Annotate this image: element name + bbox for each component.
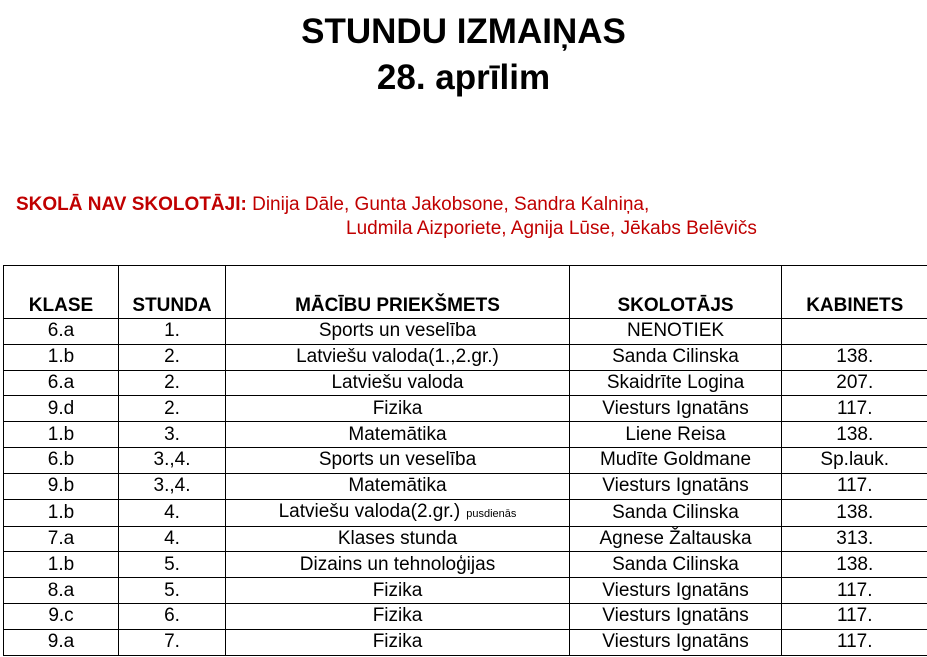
cell-skolotajs-text: Viesturs Ignatāns <box>602 631 749 653</box>
cell-stunda <box>119 447 226 473</box>
cell-klase <box>4 473 119 499</box>
cell-prieksmets-text: Latviešu valoda(1.,2.gr.) <box>296 346 499 368</box>
cell-prieksmets-text: Latviešu valoda(2.gr.) <box>278 500 461 522</box>
table-row <box>4 629 927 655</box>
cell-skolotajs-text: Skaidrīte Logina <box>606 371 745 393</box>
cell-stunda-text: 6. <box>164 605 180 627</box>
cell-prieksmets <box>226 552 570 578</box>
cell-kabinets <box>782 370 927 396</box>
cell-prieksmets-text: Matemātika <box>348 475 447 497</box>
cell-kabinets-text: 117. <box>836 397 873 419</box>
cell-stunda-text: 7. <box>164 631 180 653</box>
column-header-stunda: STUNDA <box>119 266 226 319</box>
cell-skolotajs <box>570 552 782 578</box>
cell-skolotajs-text: Mudīte Goldmane <box>599 449 752 471</box>
cell-klase <box>4 526 119 552</box>
table-row <box>4 447 927 473</box>
cell-prieksmets <box>226 578 570 604</box>
table-row <box>4 499 927 526</box>
absent-teachers <box>16 193 757 239</box>
absent-teachers-names-2: Ludmila Aizporiete, Agnija Lūse, Jēkabs Belēvičs <box>346 218 757 239</box>
cell-skolotajs-text: Sanda Cilinska <box>612 501 739 523</box>
cell-skolotajs-text: Viesturs Ignatāns <box>602 605 749 627</box>
cell-prieksmets-text: Sports un veselība <box>318 320 477 342</box>
cell-prieksmets-text: Dizains un tehnoloģijas <box>299 553 496 575</box>
cell-stunda <box>119 370 226 396</box>
table-row <box>4 578 927 604</box>
cell-skolotajs <box>570 629 782 655</box>
cell-prieksmets <box>226 344 570 370</box>
cell-klase <box>4 629 119 655</box>
cell-kabinets-text: 138. <box>836 501 874 523</box>
cell-kabinets <box>782 344 927 370</box>
cell-stunda-text: 5. <box>164 553 180 575</box>
cell-prieksmets <box>226 473 570 499</box>
cell-stunda <box>119 629 226 655</box>
cell-klase-text: 9.b <box>47 475 75 497</box>
cell-klase-text: 9.a <box>47 631 75 653</box>
cell-klase-text: 9.d <box>47 397 75 419</box>
page-title: STUNDU IZMAIŅAS <box>301 12 626 51</box>
cell-stunda-text: 4. <box>164 527 180 549</box>
cell-prieksmets <box>226 319 570 345</box>
cell-skolotajs <box>570 473 782 499</box>
cell-prieksmets <box>226 396 570 422</box>
cell-skolotajs <box>570 344 782 370</box>
cell-stunda-text: 3. <box>164 423 180 445</box>
absent-teachers-names-1: Dinija Dāle, Gunta Jakobsone, Sandra Kalniņa, <box>252 194 650 215</box>
cell-stunda-text: 5. <box>164 579 180 601</box>
cell-kabinets <box>782 603 927 629</box>
cell-kabinets <box>782 578 927 604</box>
cell-klase-text: 6.a <box>47 371 75 393</box>
cell-stunda <box>119 552 226 578</box>
cell-skolotajs <box>570 603 782 629</box>
cell-stunda <box>119 578 226 604</box>
cell-kabinets <box>782 473 927 499</box>
table-row <box>4 396 927 422</box>
cell-note: pusdienās <box>466 507 517 520</box>
absent-teachers-label: SKOLĀ NAV SKOLOTĀJI: <box>16 194 247 215</box>
table-row <box>4 319 927 345</box>
cell-kabinets-text: 138. <box>836 423 874 445</box>
cell-prieksmets <box>226 447 570 473</box>
cell-kabinets <box>782 396 927 422</box>
cell-klase-text: 1.b <box>47 423 75 445</box>
cell-klase <box>4 422 119 448</box>
cell-kabinets-text: 138. <box>836 346 874 368</box>
cell-kabinets <box>782 526 927 552</box>
cell-prieksmets-text: Fizika <box>372 631 423 653</box>
cell-klase <box>4 578 119 604</box>
cell-skolotajs-text: NENOTIEK <box>626 320 725 342</box>
cell-stunda <box>119 319 226 345</box>
absent-teachers-line1 <box>16 193 649 217</box>
cell-kabinets <box>782 319 927 345</box>
cell-klase-text: 7.a <box>47 527 75 549</box>
cell-stunda-text: 3.,4. <box>153 449 191 471</box>
cell-klase-text: 6.b <box>47 449 75 471</box>
cell-kabinets-text: 207. <box>836 371 874 393</box>
cell-skolotajs-text: Sanda Cilinska <box>612 553 739 575</box>
cell-stunda <box>119 473 226 499</box>
cell-klase <box>4 319 119 345</box>
cell-kabinets-text: 117. <box>836 605 873 627</box>
table-row <box>4 473 927 499</box>
cell-klase-text: 6.a <box>47 320 75 342</box>
cell-klase <box>4 370 119 396</box>
cell-klase-text: 8.a <box>47 579 75 601</box>
column-header-skolotajs: SKOLOTĀJS <box>570 266 782 319</box>
cell-kabinets-text: 138. <box>836 553 874 575</box>
cell-stunda-text: 2. <box>164 371 180 393</box>
cell-stunda <box>119 396 226 422</box>
cell-klase <box>4 447 119 473</box>
cell-skolotajs-text: Liene Reisa <box>625 423 726 445</box>
cell-prieksmets-text: Sports un veselība <box>318 449 477 471</box>
cell-klase <box>4 499 119 526</box>
cell-stunda-text: 1. <box>164 320 180 342</box>
column-header-kabinets: KABINETS <box>782 266 927 319</box>
cell-skolotajs <box>570 526 782 552</box>
table-row <box>4 344 927 370</box>
cell-skolotajs <box>570 578 782 604</box>
cell-stunda <box>119 499 226 526</box>
cell-skolotajs <box>570 319 782 345</box>
cell-stunda <box>119 603 226 629</box>
schedule-table <box>3 265 927 656</box>
cell-klase <box>4 396 119 422</box>
cell-klase-text: 9.c <box>48 605 74 627</box>
table-row <box>4 603 927 629</box>
cell-skolotajs-text: Viesturs Ignatāns <box>602 475 749 497</box>
cell-kabinets-text: 313. <box>836 527 874 549</box>
cell-prieksmets-text: Fizika <box>372 397 423 419</box>
cell-prieksmets-text: Klases stunda <box>337 527 458 549</box>
cell-prieksmets-text: Fizika <box>372 605 423 627</box>
cell-klase-text: 1.b <box>47 501 75 523</box>
cell-prieksmets-text: Matemātika <box>348 423 447 445</box>
cell-kabinets-text: 117. <box>836 579 873 601</box>
cell-kabinets <box>782 447 927 473</box>
cell-skolotajs <box>570 499 782 526</box>
column-header-klase: KLASE <box>4 266 119 319</box>
cell-skolotajs <box>570 422 782 448</box>
cell-klase <box>4 603 119 629</box>
cell-klase-text: 1.b <box>47 346 75 368</box>
cell-stunda-text: 3.,4. <box>153 475 191 497</box>
cell-klase-text: 1.b <box>47 553 75 575</box>
cell-prieksmets <box>226 499 570 526</box>
cell-kabinets <box>782 629 927 655</box>
table-row <box>4 422 927 448</box>
cell-kabinets <box>782 499 927 526</box>
cell-skolotajs-text: Sanda Cilinska <box>612 346 739 368</box>
table-row <box>4 370 927 396</box>
cell-stunda <box>119 422 226 448</box>
cell-prieksmets <box>226 526 570 552</box>
cell-kabinets-text: 117. <box>836 475 873 497</box>
table-row <box>4 526 927 552</box>
cell-prieksmets <box>226 629 570 655</box>
cell-stunda-text: 2. <box>164 346 180 368</box>
cell-skolotajs-text: Viesturs Ignatāns <box>602 579 749 601</box>
cell-skolotajs <box>570 447 782 473</box>
cell-prieksmets <box>226 422 570 448</box>
cell-kabinets-text: Sp.lauk. <box>820 449 890 471</box>
table-header-row <box>4 266 927 319</box>
cell-klase <box>4 552 119 578</box>
cell-skolotajs <box>570 396 782 422</box>
cell-prieksmets-text: Latviešu valoda <box>331 371 464 393</box>
cell-skolotajs-text: Agnese Žaltauska <box>599 527 752 549</box>
cell-kabinets <box>782 552 927 578</box>
cell-skolotajs-text: Viesturs Ignatāns <box>602 397 749 419</box>
cell-stunda-text: 4. <box>164 501 180 523</box>
cell-prieksmets-text: Fizika <box>372 579 423 601</box>
cell-prieksmets <box>226 603 570 629</box>
cell-kabinets-text: 117. <box>836 631 873 653</box>
cell-skolotajs <box>570 370 782 396</box>
page-date: 28. aprīlim <box>376 58 551 97</box>
table-row <box>4 552 927 578</box>
cell-stunda <box>119 526 226 552</box>
cell-prieksmets <box>226 370 570 396</box>
cell-stunda-text: 2. <box>164 397 180 419</box>
cell-kabinets <box>782 422 927 448</box>
cell-klase <box>4 344 119 370</box>
column-header-prieksmets: MĀCĪBU PRIEKŠMETS <box>226 266 570 319</box>
cell-stunda <box>119 344 226 370</box>
